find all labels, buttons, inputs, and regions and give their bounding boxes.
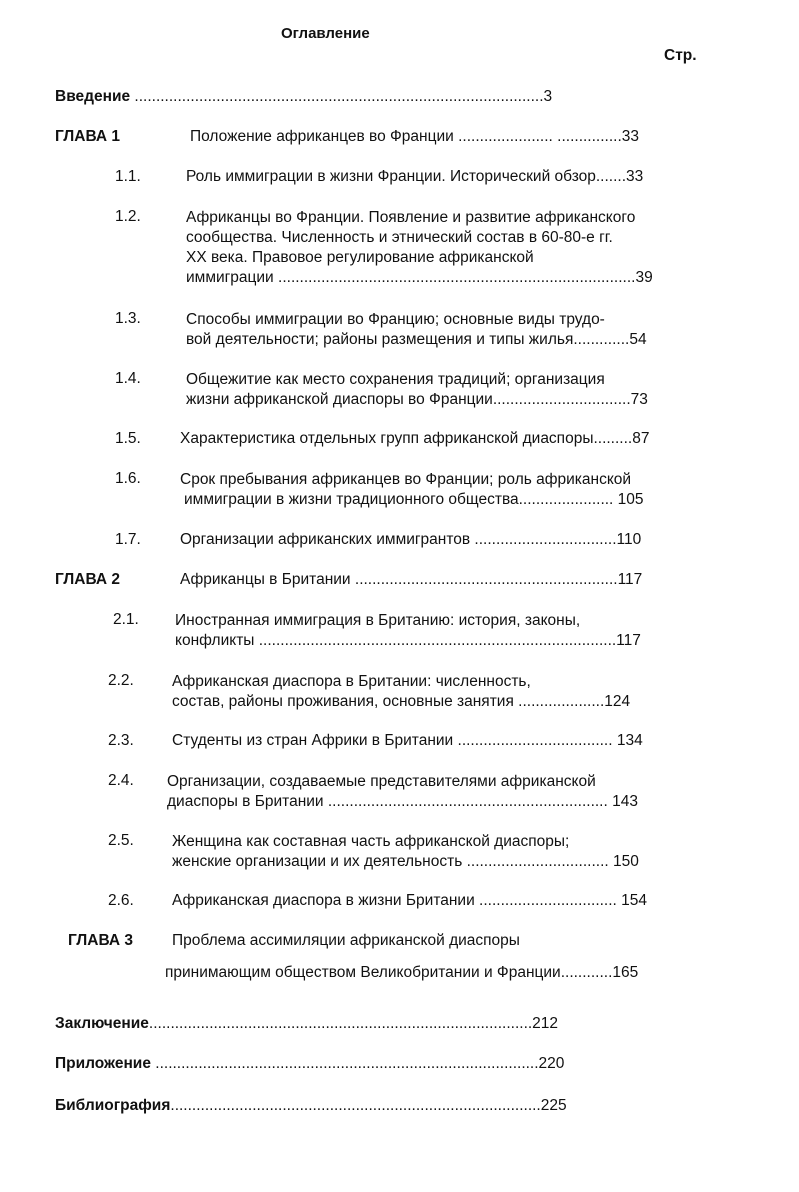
section-1-2-title bbox=[186, 208, 653, 288]
section-1-7-num: 1.7. bbox=[115, 531, 141, 548]
section-1-5-num: 1.5. bbox=[115, 430, 141, 447]
section-1-2-line-3: XX века. Правовое регулирование африканской bbox=[186, 249, 534, 266]
toc-entry-bibliography: Библиография......................................................................................225 bbox=[55, 1097, 567, 1114]
section-2-4-line-1: Организации, создаваемые представителями африканской bbox=[167, 773, 596, 790]
chapter-1-label: ГЛАВА 1 bbox=[55, 128, 121, 145]
section-2-2-num: 2.2. bbox=[108, 672, 134, 689]
chapter-2-title: Африканцы в Британии .............................................................117 bbox=[180, 571, 643, 588]
section-2-1-title bbox=[175, 611, 641, 651]
section-1-2-line-2: сообщества. Численность и этнический состав в 60-80-е гг. bbox=[186, 229, 613, 246]
chapter-3-label: ГЛАВА 3 bbox=[68, 932, 134, 949]
section-1-6-title bbox=[180, 470, 644, 510]
section-1-4-num: 1.4. bbox=[115, 370, 141, 387]
section-1-3-line-2: вой деятельности; районы размещения и типы жилья.............54 bbox=[186, 331, 647, 348]
section-2-6-title: Африканская диаспора в жизни Британии ................................ 154 bbox=[172, 892, 648, 909]
section-2-1-line-2: конфликты ...................................................................................117 bbox=[175, 632, 641, 649]
section-1-6-line-1: Срок пребывания африканцев во Франции; роль африканской bbox=[180, 471, 632, 488]
chapter-3-title-line-1: Проблема ассимиляции африканской диаспоры bbox=[172, 932, 520, 949]
section-1-6-line-2: иммиграции в жизни традиционного общества...................... 105 bbox=[184, 491, 644, 508]
section-1-4-title bbox=[186, 370, 648, 410]
section-1-1-title: Роль иммиграции в жизни Франции. Исторический обзор.......33 bbox=[186, 168, 644, 185]
chapter-1-title: Положение африканцев во Франции ...................... ...............33 bbox=[190, 128, 639, 145]
section-2-4-line-2: диаспоры в Британии ................................................................. 143 bbox=[167, 793, 638, 810]
section-2-2-line-2: состав, районы проживания, основные занятия ....................124 bbox=[172, 693, 631, 710]
page-column-header: Стр. bbox=[664, 47, 697, 64]
section-2-5-line-2: женские организации и их деятельность ................................. 150 bbox=[172, 853, 639, 870]
section-2-4-title bbox=[167, 772, 638, 812]
section-1-3-num: 1.3. bbox=[115, 310, 141, 327]
toc-entry-conclusion: Заключение.........................................................................................212 bbox=[55, 1015, 559, 1032]
section-2-1-num: 2.1. bbox=[113, 611, 139, 628]
section-2-5-title bbox=[172, 832, 639, 872]
toc-entry-appendix: Приложение .........................................................................................220 bbox=[55, 1055, 565, 1072]
section-2-2-title bbox=[172, 672, 630, 712]
section-1-2-line-1: Африканцы во Франции. Появление и развитие африканского bbox=[186, 209, 636, 226]
section-2-5-num: 2.5. bbox=[108, 832, 134, 849]
section-1-1-num: 1.1. bbox=[115, 168, 141, 185]
section-2-4-num: 2.4. bbox=[108, 772, 134, 789]
section-2-6-num: 2.6. bbox=[108, 892, 134, 909]
chapter-3-title-line-2: принимающим обществом Великобритании и Франции............165 bbox=[165, 964, 639, 981]
section-2-1-line-1: Иностранная иммиграция в Британию: история, законы, bbox=[175, 612, 581, 629]
section-2-2-line-1: Африканская диаспора в Британии: численность, bbox=[172, 673, 531, 690]
section-1-4-line-1: Общежитие как место сохранения традиций; организация bbox=[186, 371, 605, 388]
section-1-2-num: 1.2. bbox=[115, 208, 141, 225]
section-1-4-line-2: жизни африканской диаспоры во Франции................................73 bbox=[186, 391, 648, 408]
section-2-5-line-1: Женщина как составная часть африканской диаспоры; bbox=[172, 833, 570, 850]
section-2-3-num: 2.3. bbox=[108, 732, 134, 749]
toc-title: Оглавление bbox=[281, 25, 370, 42]
section-1-7-title: Организации африканских иммигрантов .................................110 bbox=[180, 531, 642, 548]
section-1-3-line-1: Способы иммиграции во Францию; основные виды трудо- bbox=[186, 311, 605, 328]
section-1-3-title bbox=[186, 310, 647, 350]
section-1-5-title: Характеристика отдельных групп африканской диаспоры.........87 bbox=[180, 430, 650, 447]
chapter-2-label: ГЛАВА 2 bbox=[55, 571, 121, 588]
section-1-6-num: 1.6. bbox=[115, 470, 141, 487]
section-2-3-title: Студенты из стран Африки в Британии .................................... 134 bbox=[172, 732, 643, 749]
toc-entry-intro: Введение ...............................................................................................3 bbox=[55, 88, 553, 105]
section-1-2-line-4: иммиграции ...................................................................................39 bbox=[186, 269, 653, 286]
